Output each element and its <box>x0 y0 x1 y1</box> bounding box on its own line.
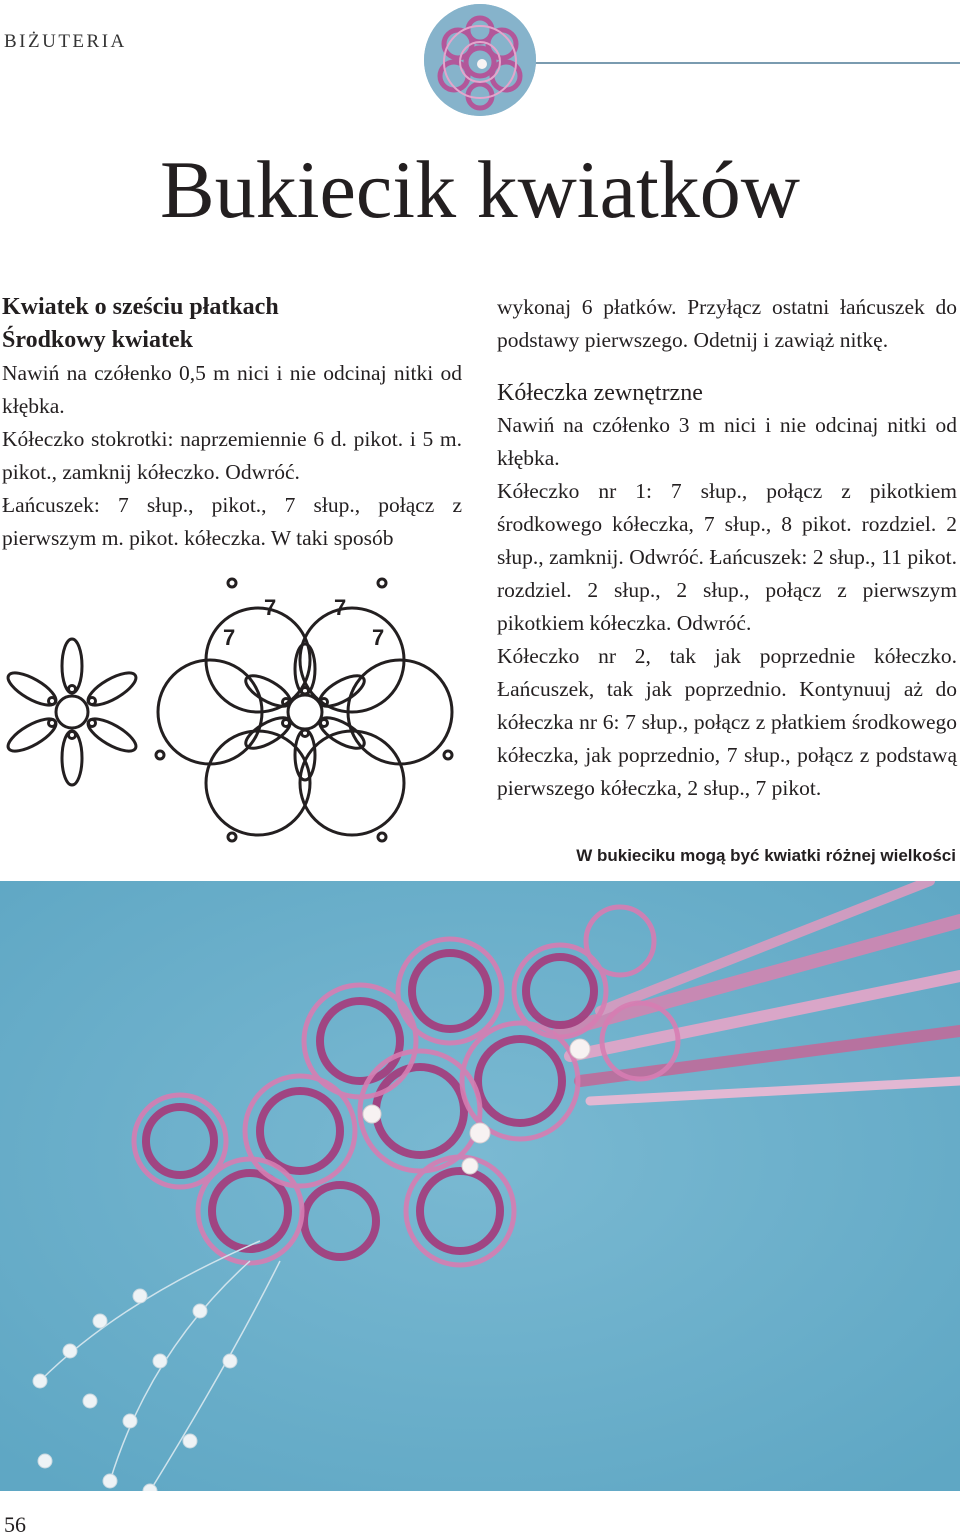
large-flower-diagram <box>156 579 452 841</box>
paragraph: Łańcuszek: 7 słup., pikot., 7 słup., połącz z pierwszym m. pikot. kółeczka. W taki sposób <box>2 493 462 550</box>
left-column <box>2 291 462 555</box>
page-number: 56 <box>4 1512 26 1537</box>
heading-center-flower: Środkowy kwiatek <box>2 327 193 353</box>
paragraph: wykonaj 6 płatków. Przyłącz ostatni łańcuszek do podstawy pierwszego. Odetnij i zawiąż nitkę. <box>497 295 957 352</box>
small-flower-diagram <box>4 639 141 785</box>
diagram-label: 7 <box>223 625 236 650</box>
diagram-label: 7 <box>264 595 277 620</box>
page-title: Bukiecik kwiatków <box>160 144 800 235</box>
diagram-label: 7 <box>372 625 385 650</box>
heading-six-petal-flower: Kwiatek o sześciu płatkach <box>2 294 279 320</box>
paragraph: Kółeczko nr 1: 7 słup., połącz z pikotkiem środkowego kółeczka, 7 słup., 8 pikot. rozdziel. 2 słup., zamknij. Odwróć. Łańcuszek: 2 słup., 11 pikot. rozdziel. 2 słup., 2 słup., połącz z pierwszym pikotkiem kółeczka. Odwróć. <box>497 479 957 635</box>
paragraph: Kółeczko stokrotki: naprzemiennie 6 d. pikot. i 5 m. pikot., zamknij kółeczko. Odwróć. <box>2 427 462 484</box>
header-thumbnail <box>424 4 536 116</box>
header-rule <box>528 62 960 64</box>
paragraph: Nawiń na czółenko 3 m nici i nie odcinaj nitki od kłębka. <box>497 413 957 470</box>
paragraph: Kółeczko nr 2, tak jak poprzednie kółeczko. Łańcuszek, tak jak poprzednio. Kontynuuj aż do kółeczka nr 6: 7 słup., połącz z płatkiem środkowego kółeczka, jak poprzednio, 7 słup., połącz z podstawą pierwszego kółeczka, 2 słup., 7 pikot. <box>497 644 957 800</box>
paragraph: Nawiń na czółenko 0,5 m nici i nie odcinaj nitki od kłębka. <box>2 361 462 418</box>
diagram-label: 7 <box>334 595 347 620</box>
tatting-diagram <box>0 565 470 845</box>
photo-caption: W bukieciku mogą być kwiatki różnej wielkości <box>576 846 956 865</box>
bouquet-photo <box>0 881 960 1491</box>
section-label: BIŻUTERIA <box>4 31 127 52</box>
right-column <box>497 291 957 805</box>
heading-outer-rings: Kółeczka zewnętrzne <box>497 380 703 406</box>
